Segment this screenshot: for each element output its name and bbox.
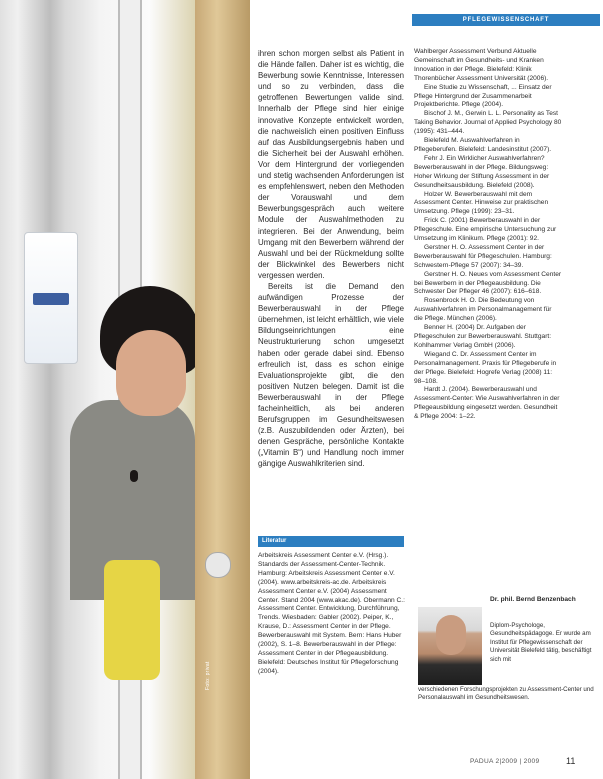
author-bio-continued: verschiedenen Forschungsprojekten zu Assessment-Center und Personalauswahl im Gesundheitswesen. xyxy=(418,686,594,702)
person-face xyxy=(116,330,186,416)
yellow-object xyxy=(104,560,160,680)
hero-photo xyxy=(0,0,250,779)
reference-item: Fehr J. Ein Wirklicher Auswahlverfahren? Bewerberauswahl in der Pflege. Bildungsweg: Hoher Wirkung der Stiftung Assessment in der Gesundheitsausbildung. Bielefeld (2008). xyxy=(414,154,550,189)
reference-item: Bielefeld M. Auswahlverfahren in Pflegeberufen. Bielefeld: Landesinstitut (2007). xyxy=(414,137,552,153)
reference-item: Frick C. (2001) Bewerberauswahl in der Pflegeschule. Eine empirische Untersuchung zur Umsetzung im Klinikum. Pflege (2001): 92. xyxy=(414,217,557,243)
reference-item: Rosenbrock H. O. Die Bedeutung von Auswahlverfahren im Personalmanagement für die Pflege. München (2006). xyxy=(414,297,552,323)
reference-item: Benner H. (2004) Dr. Aufgaben der Pflegeschulen zur Bewerberauswahl. Stuttgart: Kohlhammer Verlag GmbH (2006). xyxy=(414,324,552,349)
reference-item: Bischof J. M., Gerwin L. L. Personality as Test Taking Behavior. Journal of Applied Psychology 80 (1995): 431–444. xyxy=(414,110,562,136)
literature-body: Arbeitskreis Assessment Center e.V. (Hrsg.). Standards der Assessment-Center-Technik. Hamburg: Arbeitskreis Assessment Center e.V. (2004). www.arbeitskreis-ac.de. Arbeitskreis Assessment Center e.V. (2004) Assessment Center. Stand 2004 (www.akac.de). Obermann C.: Assessment Center. Entwicklung, Durchführung, Trends. Wiesbaden: Gabler (2002). Peiper, K., Krause, D.: Assessment Center in der Pflege. Bewerberauswahl mit System. Bern: Hans Huber (2002), S. 1–8. Bewerberauswahl in der Pflege: Assessment Center in der Pflegeausbildung. Bielefeld: Deutsches Institut für Pflegeforschung (2004). xyxy=(258,552,405,675)
reference-item: Hardt J. (2004). Bewerberauswahl und Assessment-Center: Wie Auswahlverfahren in der Pflegeausbildung eingesetzt werden. Gesundheit & Pflege 2004: 1–22. xyxy=(414,386,560,421)
section-label: PFLEGEWISSENSCHAFT xyxy=(412,14,600,26)
disinfectant-dispenser xyxy=(24,232,78,364)
page-number: 11 xyxy=(566,756,576,766)
body-paragraph-2: Bereits ist die Demand den aufwändigen Prozesse der Bewerberauswahl in der Pflege übernehmen, ist leicht erhältlich, wie viele Bildungseinrichtungen eine Neustrukturierung schon umgesetzt haben oder gerade dabei sind. Ebenso erfreulich ist, dass es schon einige Evaluationsprojekte gibt, die den positiven Nutzen belegen. Damit ist die Bewerberauswahl in der Pflege facheinheitlich, als bei anderen Berufsgruppen im Gesundheitswesen (z.B. Auszubildenden oder Ärzten), bei denen Gespräche, persönliche Kontakte („Vitamin B“) und Handlung noch immer gängige Auswahlkriterien sind. xyxy=(258,281,404,469)
journal-footer: PADUA 2|2009 | 2009 xyxy=(470,758,540,765)
author-head xyxy=(436,615,466,655)
door-handle xyxy=(205,552,231,578)
dispenser-label xyxy=(33,293,69,305)
author-name: Dr. phil. Bernd Benzenbach xyxy=(490,596,576,603)
reference-item: Wahlberger Assessment Verbund Aktuelle Gemeinschaft im Gesundheits- und Kranken Innovation in der Pflege. Bielefeld: Klinik Thorenbücher Assessment Universität (2006). xyxy=(414,48,549,82)
reference-item: Eine Studie zu Wissenschaft, ... Einsatz der Pflege Hintergrund der Zusammenarbeit Projektberichte. Pflege (2004). xyxy=(414,83,552,109)
body-paragraph-1: ihren schon morgen selbst als Patient in die Hände fallen. Daher ist es wichtig, die Bewerbung sowie Kenntnisse, Interessen und so zu verbinden, dass die getroffenen Bewertungen valide sind. Innerhalb der Pflege sind hier einige innovative Konzepte entwickelt worden, die nachweislich einen positiven Einfluss auf das Ausbildungsergebnis haben und die Sicherheit bei der Auswahl erhöhen. Vor dem Hintergrund der vorliegenden und stetig wachsenden Anforderungen ist es empfehlenswert, neben den Methoden der Vorauswahl und dem Bewerbungsgespräch auch weitere Module der Auswahlmethoden zu integrieren. Bei der Anwendung, beim Umgang mit den Bewerbern während der Auswahl und bei der Rückmeldung sollte der Blickwinkel des Bewerbers nicht vergessen werden. xyxy=(258,49,404,280)
author-bio: Diplom-Psychologe, Gesundheitspädagoge. Er wurde am Institut für Pflegewissenschaft der Universität Bielefeld tätig, beschäftigt sich mit xyxy=(490,622,592,663)
reference-item: Holzer W. Bewerberauswahl mit dem Assessment Center. Hinweise zur praktischen Umsetzung. Pflege (1999): 23–31. xyxy=(414,190,549,216)
body-column xyxy=(258,48,404,470)
door-panel xyxy=(195,0,250,779)
reference-item: Wiegand C. Dr. Assessment Center im Personalmanagement. Praxis für Pflegeberufe in der Pflege. Bielefeld: Hogrefe Verlag (2008) 11: 98–108. xyxy=(414,350,557,385)
door-left xyxy=(0,0,44,779)
references-column xyxy=(414,48,562,422)
literature-header: Literatur xyxy=(258,536,404,547)
photo-credit: Foto: privat xyxy=(205,661,211,690)
reference-item: Gerstner H. O. Assessment Center in der Bewerberauswahl für Pflegeschulen. Hamburg: Schwestern-Pflege 57 (2007): 34–39. xyxy=(414,243,552,269)
necklace-pendant xyxy=(130,470,138,482)
reference-item: Gerstner H. O. Neues vom Assessment Center bei Bewerbern in der Pflegeausbildung. Die Schwester Der Pfleger 46 (2007): 616–618. xyxy=(414,270,562,296)
